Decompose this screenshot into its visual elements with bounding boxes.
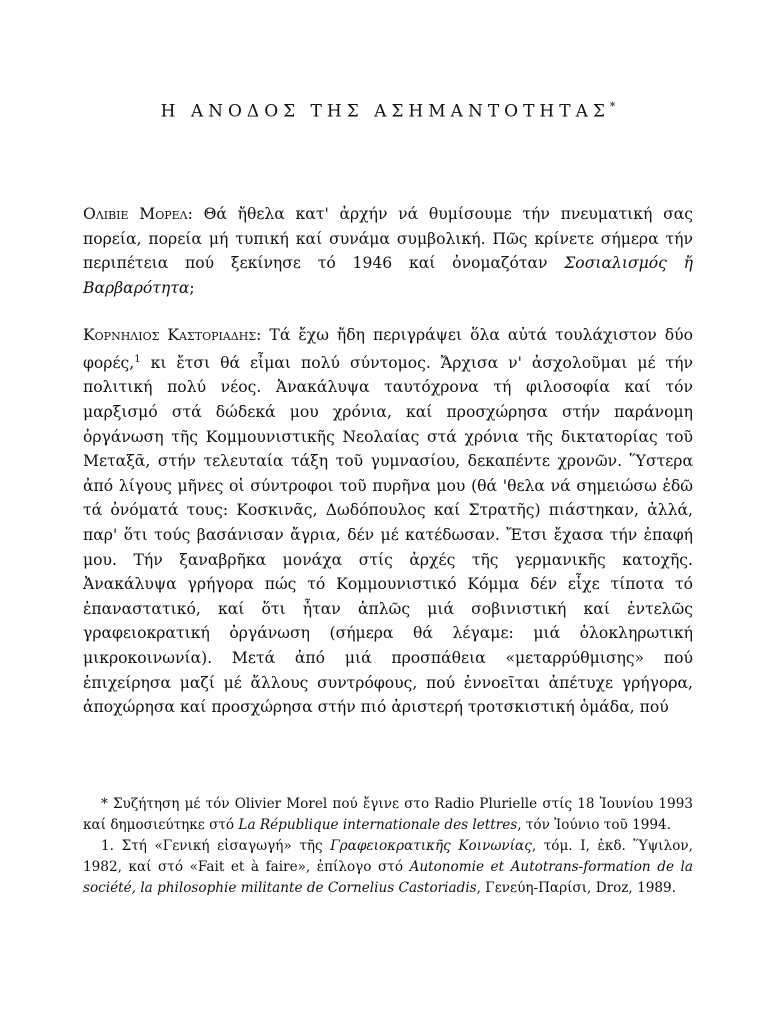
footnote-star-journal: La République internationale des lettres: [238, 817, 518, 833]
title-text: Η ΑΝΟΔΟΣ ΤΗΣ ΑΣΗΜΑΝΤΟΤΗΤΑΣ: [160, 101, 610, 122]
footnote-1-second-title: Autonomie et Autotrans-formation de la société, la philosophie militante de Cornelius Castoriadis: [83, 859, 693, 896]
footnotes: [83, 794, 693, 899]
footnote-star-end: , τόν Ἰούνιο τοῦ 1994.: [517, 817, 672, 833]
answer-text-rest: κι ἔτσι θά εἶμαι πολύ σύντομος. Ἄρχισα ν' ἀσχολοῦμαι μέ τήν πολιτική πολύ νέος. Ἀνακάλυψα ταυτόχρονα τή φιλοσοφία καί τόν μαρξισμό στά δώδεκά μου χρόνια, καί προσχώρησα στήν παράνομη ὀργάνωση τῆς Κομμουνιστικῆς Νεολαίας στά χρόνια τῆς δικτατορίας τοῦ Μεταξᾶ, στήν τελευταία τάξη τοῦ γυμνασίου, δεκαπέντε χρονῶν. Ὕστερα ἀπό λίγους μῆνες οἱ σύντροφοι τοῦ πυρῆνα μου (θά 'θελα νά σημειώσω ἐδῶ τά ὀνόματά τους: Κοσκινᾶς, Δωδόπουλος καί Στρατῆς) πιάστηκαν, ἀλλά, παρ' ὅτι τούς βασάνισαν ἄγρια, δέν μέ κατέδωσαν. Ἔτσι ἔχασα τήν ἐπαφή μου. Τήν ξαναβρῆκα μονάχα στίς ἀρχές τῆς γερμανικῆς κατοχῆς. Ἀνακάλυψα γρήγορα πώς τό Κομμουνιστικό Κόμμα δέν εἶχε τίποτα τό ἐπαναστατικό, καί ὅτι ἦταν ἁπλῶς μιά σοβινιστική καί ἐντελῶς γραφειοκρατική ὀργάνωση (σήμερα θά λέγαμε: μιά ὁλοκληρωτική μικροκοινωνία). Μετά ἀπό μιά προσπάθεια «μεταρρύθμισης» πού ἐπιχείρησα μαζί μέ ἄλλους συντρόφους, πού ἐννοεῖται ἀπέτυχε γρήγορα, ἀποχώρησα καί προσχώρησα στήν πιό ἀριστερή τροτσκιστική ὁμάδα, πού: [83, 353, 693, 717]
page-title: [83, 100, 693, 122]
question-paragraph: [83, 202, 693, 300]
interviewee-name: Κορνηλιος Καστοριαδης:: [83, 326, 262, 344]
answer-text-start: Τά ἔχω ἤδη περιγράψει ὅλα αὐτά τουλάχιστον δύο φορές,: [83, 326, 694, 372]
interviewer-name: Ολιβιε Μορελ:: [83, 205, 193, 223]
title-footnote-mark: *: [609, 100, 616, 113]
footnote-ref-1: 1: [134, 353, 141, 365]
footnote-1-book-title: Γραφειοκρατικῆς Κοινωνίας: [330, 838, 532, 854]
question-text: Θά ἤθελα κατ' ἀρχήν νά θυμίσουμε τήν πνευματική σας πορεία, πορεία μή τυπική καί συνάμα συμβολική. Πῶς κρίνετε σήμερα τήν περιπέτεια πού ξεκίνησε τό 1946 καί ὀνομαζόταν: [83, 205, 693, 273]
question-end: ;: [189, 278, 195, 297]
footnote-star: [83, 794, 693, 836]
footnote-1-end: , Γενεύη-Παρίσι, Droz, 1989.: [476, 880, 676, 896]
footnote-1: [83, 836, 693, 899]
footnote-star-text: * Συζήτηση μέ τόν Olivier Morel πού ἔγινε στο Radio Plurielle στίς 18 Ἰουνίου 1993 καί δημοσιεύτηκε στό: [83, 796, 693, 833]
answer-paragraph: [83, 323, 693, 720]
footnote-1-text: 1. Στή «Γενική εἰσαγωγή» τῆς: [101, 838, 331, 854]
footnote-1-text-mid: , τόμ. I, ἐκδ. Ὕψιλον, 1982, καί στό «Fait et à faire», ἐπίλογο στό: [83, 838, 693, 875]
journal-title: Σοσιαλισμός ἤ Βαρβαρότητα: [83, 254, 693, 297]
